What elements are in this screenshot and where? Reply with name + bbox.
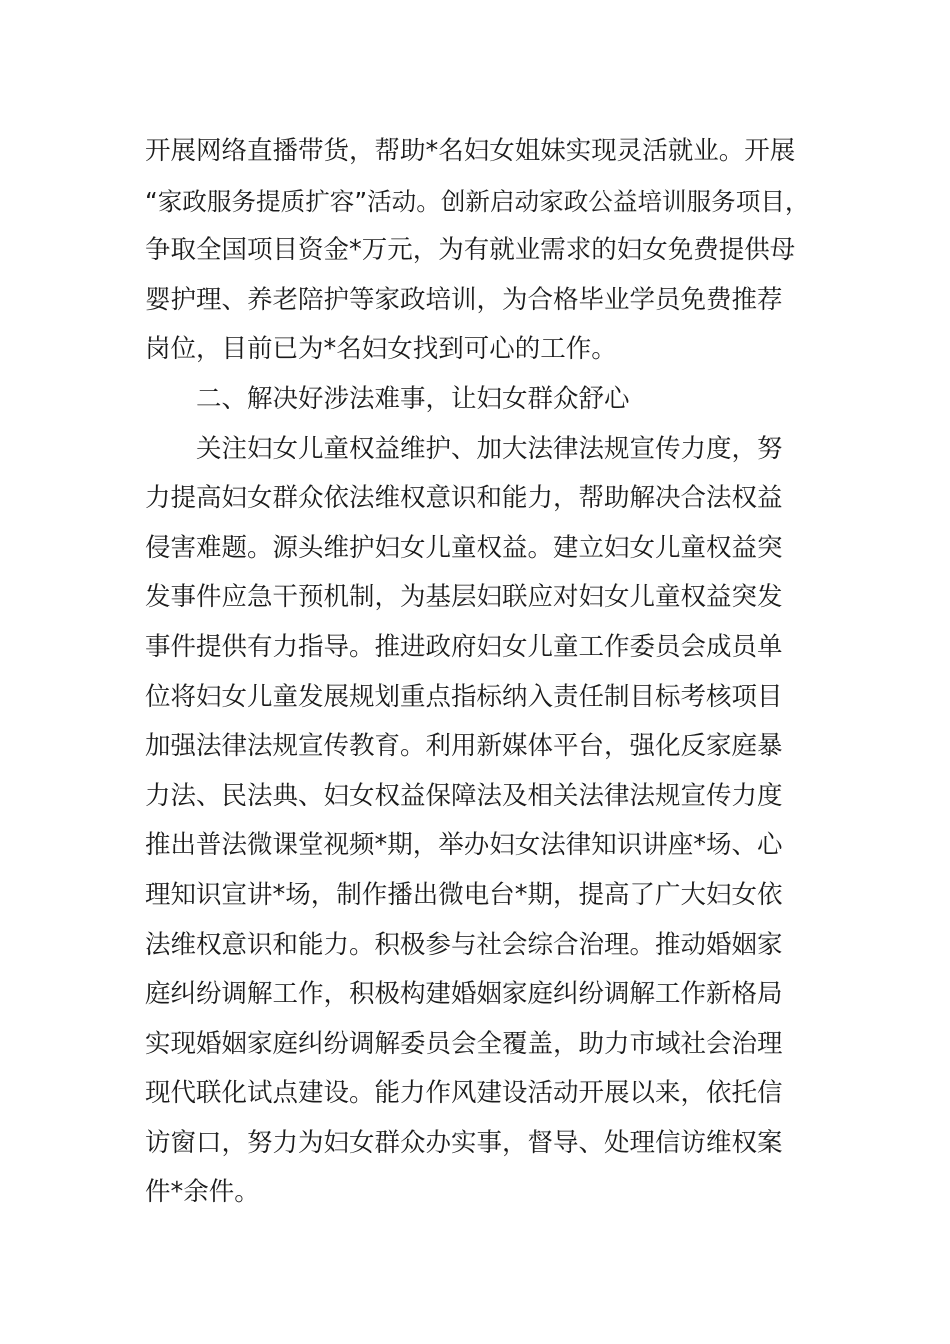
text-line-8: 力提高妇女群众依法维权意识和能力，帮助解决合法权益 xyxy=(145,483,783,514)
section-heading: 二、解决好涉法难事，让妇女群众舒心 xyxy=(196,383,630,414)
text-line-11: 事件提供有力指导。推进政府妇女儿童工作委员会成员单 xyxy=(145,631,783,662)
text-line-20: 现代联化试点建设。能力作风建设活动开展以来，依托信 xyxy=(145,1078,783,1109)
text-line-16: 理知识宣讲*场，制作播出微电台*期，提高了广大妇女依 xyxy=(145,879,783,910)
text-line-2: “家政服务提质扩容”活动。创新启动家政公益培训服务项目， xyxy=(145,186,810,216)
text-line-5: 岗位，目前已为*名妇女找到可心的工作。 xyxy=(145,334,617,365)
text-line-15: 推出普法微课堂视频*期，举办妇女法律知识讲座*场、心 xyxy=(145,830,783,861)
text-line-1: 开展网络直播带货，帮助*名妇女姐妹实现灵活就业。开展 xyxy=(145,136,796,166)
text-line-21: 访窗口，努力为妇女群众办实事，督导、处理信访维权案 xyxy=(145,1127,783,1158)
text-line-17: 法维权意识和能力。积极参与社会综合治理。推动婚姻家 xyxy=(145,929,783,960)
text-line-19: 实现婚姻家庭纠纷调解委员会全覆盖，助力市域社会治理 xyxy=(145,1028,783,1059)
document-body xyxy=(145,127,810,1218)
text-line-10: 发事件应急干预机制，为基层妇联应对妇女儿童权益突发 xyxy=(145,582,783,613)
text-line-4: 婴护理、养老陪护等家政培训，为合格毕业学员免费推荐 xyxy=(145,284,783,315)
text-line-3: 争取全国项目资金*万元，为有就业需求的妇女免费提供母 xyxy=(145,235,796,266)
text-line-22: 件*余件。 xyxy=(145,1177,260,1208)
text-line-13: 加强法律法规宣传教育。利用新媒体平台，强化反家庭暴 xyxy=(145,731,783,762)
text-line-18: 庭纠纷调解工作，积极构建婚姻家庭纠纷调解工作新格局 xyxy=(145,979,783,1010)
text-line-14: 力法、民法典、妇女权益保障法及相关法律法规宣传力度 xyxy=(145,780,783,811)
text-line-9: 侵害难题。源头维护妇女儿童权益。建立妇女儿童权益突 xyxy=(145,532,783,563)
text-line-7: 关注妇女儿童权益维护、加大法律法规宣传力度，努 xyxy=(196,433,783,464)
text-line-12: 位将妇女儿童发展规划重点指标纳入责任制目标考核项目 xyxy=(145,681,783,712)
